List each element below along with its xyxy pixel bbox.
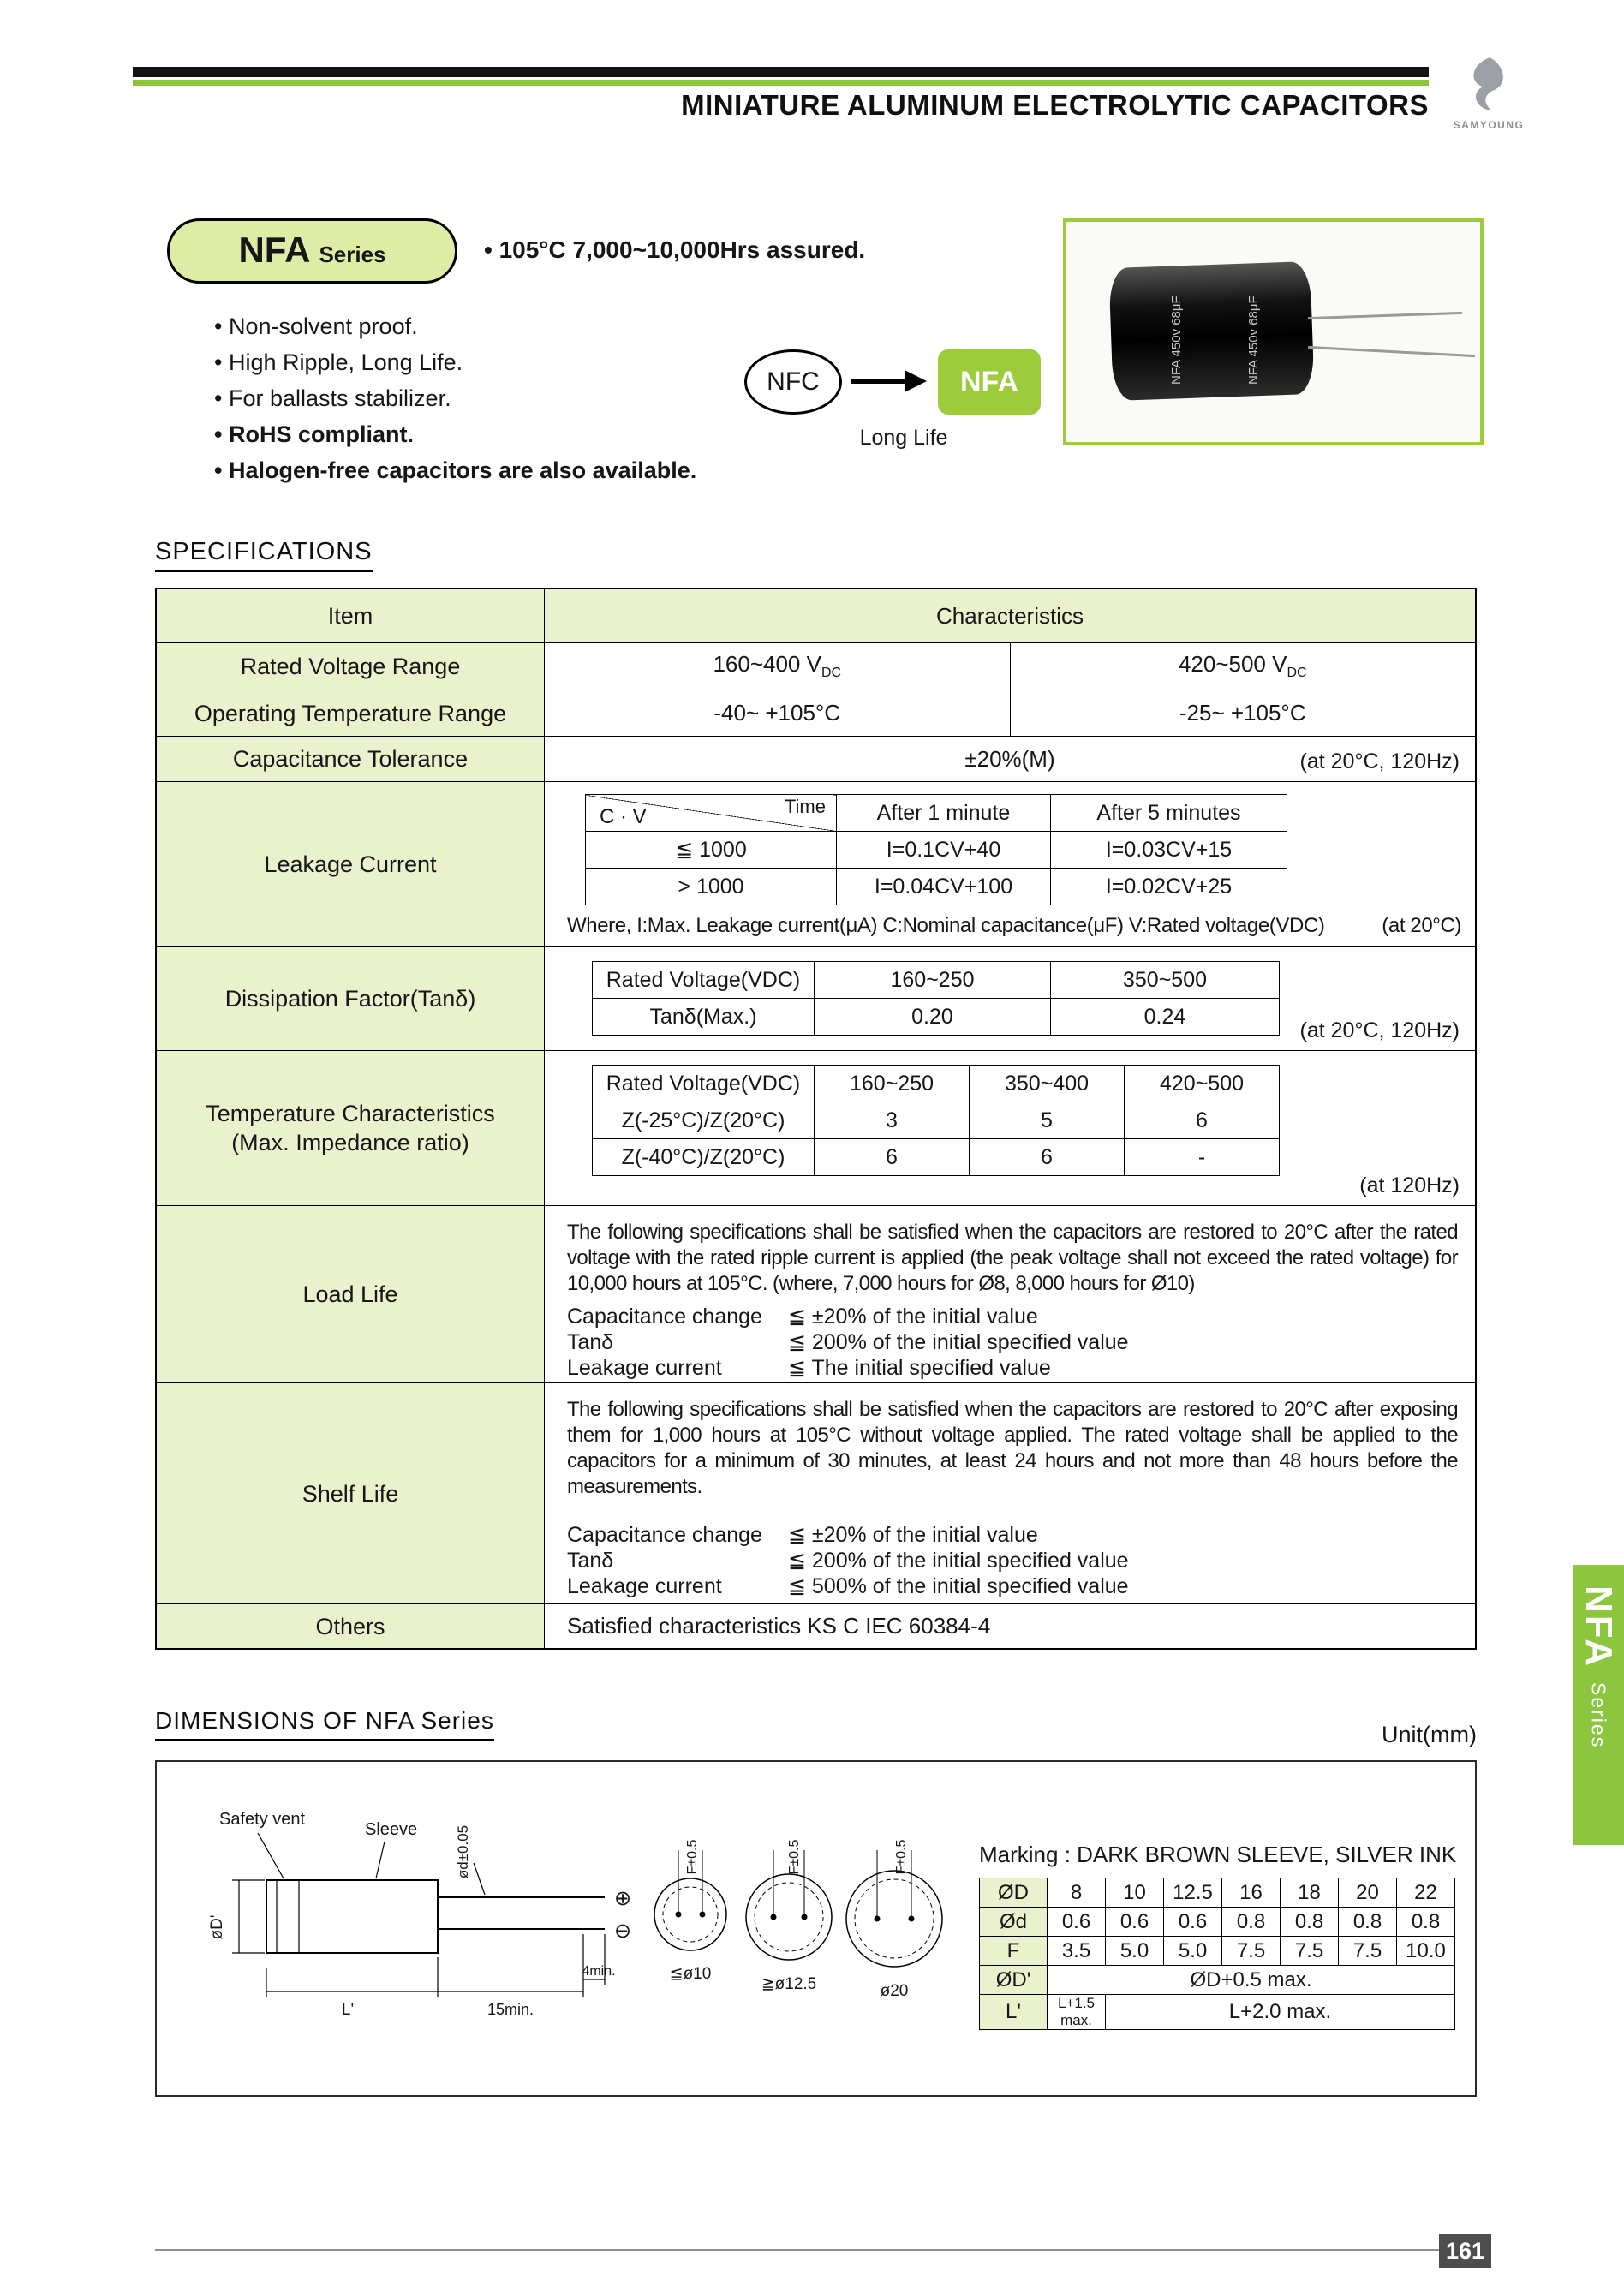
dim-cell: 5.0 [1106, 1937, 1164, 1966]
others-value: Satisfied characteristics KS C IEC 60384-4 [567, 1613, 991, 1639]
leakage-where-text: Where, I:Max. Leakage current(μA) C:Nominal capacitance(μF) V:Rated voltage(VDC) [567, 914, 1325, 937]
temp-cell: 3 [815, 1102, 970, 1139]
arrow-head-icon [905, 370, 927, 392]
dim-cell: 7.5 [1222, 1937, 1281, 1966]
samyoung-logo-icon [1453, 53, 1525, 118]
samyoung-logo [1437, 53, 1540, 142]
side-tab-nfa-series [1573, 1565, 1624, 1845]
specifications-heading: SPECIFICATIONS [155, 538, 373, 572]
leakage-cell: I=0.03CV+15 [1051, 832, 1287, 869]
capacitor-marking-text: NFA 450v 68μF [1169, 296, 1184, 385]
temp-cell: Rated Voltage(VDC) [593, 1066, 815, 1102]
leakage-cell: ≦ 1000 [586, 832, 837, 869]
row-label-leakage: Leakage Current [157, 782, 545, 946]
dissipation-cell: 0.20 [815, 999, 1051, 1036]
leakage-corner-time: Time [784, 796, 826, 817]
leakage-corner-cv: C · V [600, 805, 647, 828]
page-title: MINIATURE ALUMINUM ELECTROLYTIC CAPACITORS [681, 89, 1429, 121]
dim-cell: 10 [1106, 1878, 1164, 1908]
long-life-caption: Long Life [859, 426, 948, 450]
dim-cell: L+1.5 max. [1048, 1995, 1106, 2030]
leakage-table [585, 794, 1287, 905]
dim-cell: 0.8 [1339, 1908, 1397, 1937]
capacitor-lead [1308, 312, 1462, 319]
dim-cell: 22 [1397, 1878, 1455, 1908]
load-life-item-name: Tanδ [567, 1330, 614, 1354]
dim-row-label: ØD [980, 1878, 1048, 1908]
dim-cell: 0.6 [1048, 1908, 1106, 1937]
dim-cell: 7.5 [1281, 1937, 1339, 1966]
leakage-cell: I=0.1CV+40 [837, 832, 1051, 869]
nfa-series-box [938, 349, 1041, 415]
temp-cell: 350~400 [970, 1066, 1125, 1102]
feature-item: • Non-solvent proof. [214, 308, 696, 344]
l-prime-label: L' [341, 2001, 355, 2019]
temp-characteristics-note: (at 120Hz) [1359, 1173, 1460, 1197]
shelf-life-item-value: ≦ 500% of the initial specified value [788, 1574, 1129, 1598]
samyoung-logo-text: SAMYOUNG [1453, 119, 1525, 131]
dim-cell: 3.5 [1048, 1937, 1106, 1966]
op-temp-high: -25~ +105°C [1010, 690, 1476, 736]
leakage-note: (at 20°C) [1382, 914, 1461, 937]
temp-cell: Z(-25°C)/Z(20°C) [593, 1102, 815, 1139]
nfc-label: NFC [767, 367, 820, 396]
leakage-header-1min: After 1 minute [837, 795, 1051, 832]
plus-polarity-icon: ⊕ [614, 1887, 632, 1910]
col-header-characteristics: Characteristics [545, 589, 1475, 642]
dissipation-cell: Tanδ(Max.) [593, 999, 815, 1036]
diameter-12-label: ≧ø12.5 [761, 1975, 817, 1993]
dissipation-table [592, 961, 1280, 1036]
capacitor-lead [1308, 346, 1475, 357]
dim-cell: 10.0 [1397, 1937, 1455, 1966]
marking-note: Marking : DARK BROWN SLEEVE, SILVER INK [979, 1842, 1457, 1867]
dim-row-label: L' [980, 1995, 1048, 2030]
temp-cell: Z(-40°C)/Z(20°C) [593, 1139, 815, 1176]
dim-cell: 5.0 [1164, 1937, 1222, 1966]
row-label-rated-voltage: Rated Voltage Range [157, 643, 545, 690]
op-temp-low: -40~ +105°C [713, 700, 841, 726]
sleeve-label: Sleeve [365, 1820, 418, 1839]
dim-cell: 7.5 [1339, 1937, 1397, 1966]
min15-label: 15min. [487, 2001, 534, 2018]
temp-characteristics-table [592, 1065, 1280, 1176]
dim-cell: ØD+0.5 max. [1048, 1966, 1455, 1995]
temp-cell: 6 [970, 1139, 1125, 1176]
assured-hours-text: • 105°C 7,000~10,000Hrs assured. [484, 236, 865, 264]
load-life-item-name: Leakage current [567, 1356, 722, 1380]
minus-polarity-icon: ⊖ [614, 1920, 632, 1943]
header-black-bar [133, 67, 1429, 77]
row-label-shelf-life: Shelf Life [157, 1383, 545, 1603]
col-header-item: Item [157, 589, 545, 642]
leakage-cell: > 1000 [586, 869, 837, 905]
row-label-load-life: Load Life [157, 1206, 545, 1382]
rated-voltage-high: 420~500 $V_{DC}$ [1010, 643, 1476, 690]
feature-list [214, 308, 696, 488]
dim-cell: 18 [1281, 1878, 1339, 1908]
lead-diameter-label: ød±0.05 [455, 1824, 471, 1879]
dim-cell: 0.6 [1164, 1908, 1222, 1937]
row-label-op-temp: Operating Temperature Range [157, 690, 545, 736]
diameter-20-label: ø20 [880, 1982, 909, 2000]
f-tolerance-label: F±0.5 [685, 1839, 700, 1875]
leakage-cell: I=0.02CV+25 [1051, 869, 1287, 905]
row-label-cap-tolerance: Capacitance Tolerance [157, 737, 545, 781]
feature-item-rohs: • RoHS compliant. [214, 416, 696, 452]
row-label-others: Others [157, 1604, 545, 1648]
dissipation-cell: 160~250 [815, 962, 1051, 999]
load-life-item-value: ≦ The initial specified value [788, 1356, 1051, 1380]
dissipation-cell: Rated Voltage(VDC) [593, 962, 815, 999]
dim-cell: 20 [1339, 1878, 1397, 1908]
temp-cell: 6 [815, 1139, 970, 1176]
shelf-life-item-name: Capacitance change [567, 1523, 762, 1547]
arrow-right-icon [851, 379, 906, 384]
series-badge-name: NFA [238, 230, 311, 270]
unit-label: Unit(mm) [1382, 1722, 1477, 1747]
temp-cell: 420~500 [1125, 1066, 1280, 1102]
dim-cell: 0.8 [1397, 1908, 1455, 1937]
shelf-life-item-name: Tanδ [567, 1549, 614, 1573]
dim-cell: 0.8 [1222, 1908, 1281, 1937]
side-tab-main: NFA [1578, 1585, 1620, 1669]
dim-cell: 0.8 [1281, 1908, 1339, 1937]
series-badge [167, 218, 457, 284]
feature-item: • High Ripple, Long Life. [214, 344, 696, 380]
dissipation-note: (at 20°C, 120Hz) [1299, 1018, 1460, 1042]
f-tolerance-label: F±0.5 [894, 1839, 909, 1875]
side-tab-sub: Series [1587, 1682, 1610, 1749]
dim-cell: 8 [1048, 1878, 1106, 1908]
load-life-item-value: ≦ ±20% of the initial value [788, 1305, 1038, 1329]
cap-tolerance-note: (at 20°C, 120Hz) [1299, 749, 1460, 773]
specifications-table [155, 588, 1477, 1650]
nfa-label: NFA [960, 365, 1018, 398]
dim-cell: 0.6 [1106, 1908, 1164, 1937]
feature-item-halogen: • Halogen-free capacitors are also available. [214, 452, 696, 488]
od-prime-label: øD' [208, 1914, 226, 1940]
temp-cell: 160~250 [815, 1066, 970, 1102]
shelf-life-item-name: Leakage current [567, 1574, 722, 1598]
product-photo [1063, 218, 1484, 445]
load-life-item-value: ≦ 200% of the initial specified value [788, 1330, 1129, 1354]
temp-cell: 5 [970, 1102, 1125, 1139]
load-life-item-name: Capacitance change [567, 1305, 762, 1329]
f-tolerance-label: F±0.5 [787, 1839, 802, 1875]
footer-divider [155, 2249, 1491, 2251]
shelf-life-text: The following specifications shall be satisfied when the capacitors are restored to 20°C after exposing them for 1,000 hours at 105°C without voltage applied. The rated voltage shall be applied to the capacitors for a minimum of 30 minutes, at least 24 hours and not more than 48 hours before the measurements. [567, 1398, 1458, 1498]
feature-item: • For ballasts stabilizer. [214, 380, 696, 416]
dim-row-label: Ød [980, 1908, 1048, 1937]
row-label-temp-characteristics: Temperature Characteristics (Max. Impedance ratio) [157, 1051, 545, 1205]
capacitor-marking-text: NFA 450v 68μF [1246, 296, 1261, 385]
dim-row-label: ØD' [980, 1966, 1048, 1995]
leakage-cell: I=0.04CV+100 [837, 869, 1051, 905]
cap-tolerance-value: ±20%(M) [964, 745, 1055, 772]
dim-cell: 12.5 [1164, 1878, 1222, 1908]
dim-row-label: F [980, 1937, 1048, 1966]
load-life-text: The following specifications shall be satisfied when the capacitors are restored to 20°C after the rated voltage with the rated ripple current is applied (the peak voltage shall not exceed the rated voltage) for 10,000 hours at 105°C. (where, 7,000 hours for Ø8, 8,000 hours for Ø10) [567, 1221, 1458, 1295]
shelf-life-item-value: ≦ ±20% of the initial value [788, 1523, 1038, 1547]
page-number: 161 [1439, 2234, 1491, 2268]
rated-voltage-low: 160~400 $V_{DC}$ [713, 651, 842, 681]
dim-cell: 16 [1222, 1878, 1281, 1908]
dimension-table [979, 1878, 1455, 2030]
dissipation-cell: 0.24 [1051, 999, 1280, 1036]
shelf-life-item-value: ≦ 200% of the initial specified value [788, 1549, 1129, 1573]
row-label-dissipation: Dissipation Factor(Tanδ) [157, 947, 545, 1050]
capacitor-image [1108, 261, 1314, 401]
header-green-bar [133, 80, 1429, 86]
diameter-10-label: ≦ø10 [669, 1965, 712, 1983]
series-badge-sub: Series [319, 242, 386, 267]
dissipation-cell: 350~500 [1051, 962, 1280, 999]
leakage-header-5min: After 5 minutes [1051, 795, 1287, 832]
dim-cell: L+2.0 max. [1106, 1995, 1455, 2030]
temp-cell: 6 [1125, 1102, 1280, 1139]
dimension-drawing [172, 1799, 960, 2081]
min4-label: 4min. [582, 1964, 616, 1979]
temp-cell: - [1125, 1139, 1280, 1176]
dimensions-heading: DIMENSIONS OF NFA Series [155, 1707, 494, 1741]
nfc-series-bubble [744, 349, 842, 415]
safety-vent-label: Safety vent [219, 1810, 306, 1829]
